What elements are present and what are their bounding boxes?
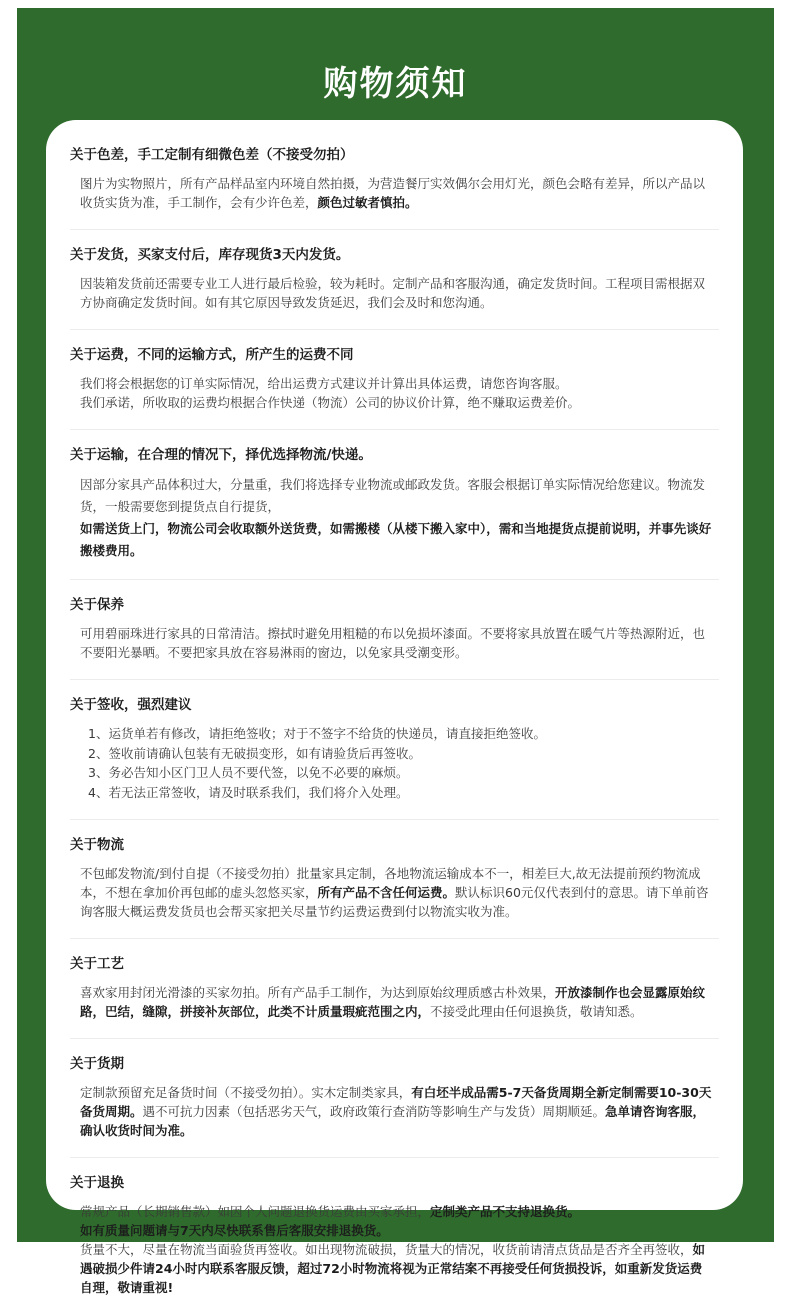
signing-list xyxy=(80,724,713,802)
section-text: 因部分家具产品体积过大，分量重，我们将选择专业物流或邮政发货。客服会根据订单实际情况给您建议。物流发货，一般需要您到提货点自行提货， xyxy=(80,477,706,514)
section-freight xyxy=(70,346,719,412)
section-heading: 关于签收，强烈建议 xyxy=(70,697,192,713)
section-maintenance xyxy=(70,596,719,662)
section-text: 不包邮发物流/到付自提（不接受勿拍）批量家具定制，各地物流运输成本不一，相差巨大,故无法提前预约物流成本，不想在拿加价再包邮的虚头忽悠买家，所有产品不含任何运费。默认标识60元仅代表到付的意思。请下单前咨询客服大概运费发货员也会帮买家把关尽量节约运费运费到付以物流实收为准。 xyxy=(80,866,709,919)
section-heading: 关于运费，不同的运输方式，所产生的运费不同 xyxy=(70,347,354,363)
section-heading: 关于发货，买家支付后，库存现货3天内发货。 xyxy=(70,247,350,263)
list-item: 3、务必告知小区门卫人员不要代签，以免不必要的麻烦。 xyxy=(88,765,409,780)
section-text: 可用碧丽珠进行家具的日常清洁。擦拭时避免用粗糙的布以免损坏漆面。不要将家具放置在暖气片等热源附近，也不要阳光暴晒。不要把家具放在容易淋雨的窗边，以免家具受潮变形。 xyxy=(80,626,706,660)
divider xyxy=(70,229,719,230)
section-text: 我们将会根据您的订单实际情况，给出运费方式建议并计算出具体运费，请您咨询客服。 xyxy=(80,376,568,391)
list-item: 4、若无法正常签收，请及时联系我们，我们将介入处理。 xyxy=(88,784,409,800)
divider xyxy=(70,429,719,430)
section-text: 我们承诺，所收取的运费均根据合作快递（物流）公司的协议价计算，绝不赚取运费差价。 xyxy=(80,395,581,410)
divider xyxy=(70,1038,719,1039)
section-text: 常规产品（长期销售款）如因个人问题退换货运费由买家承担，定制类产品不支持退换货。 xyxy=(80,1204,581,1219)
divider xyxy=(70,819,719,820)
section-text-bold: 如需送货上门，物流公司会收取额外送货费，如需搬楼（从楼下搬入家中），需和当地提货点提前说明，并事先谈好搬楼费用。 xyxy=(80,521,712,558)
section-text: 定制款预留充足备货时间（不接受勿拍）。实木定制类家具，有白坯半成品需5-7天备货周期全新定制需要10-30天备货周期。遇不可抗力因素（包括恶劣天气，政府政策行查消防等影响生产与发货）周期顺延。急单请咨询客服，确认收货时间为准。 xyxy=(80,1085,712,1138)
section-heading: 关于物流 xyxy=(70,837,124,853)
section-heading: 关于保养 xyxy=(70,597,124,613)
section-signing xyxy=(70,696,719,802)
section-text: 喜欢家用封闭光滑漆的买家勿拍。所有产品手工制作，为达到原始纹理质感古朴效果，开放漆制作也会显露原始纹路，巴结，缝隙，拼接补灰部位，此类不计质量瑕疵范围之内，不接受此理由任何退换货，敬请知悉。 xyxy=(80,985,706,1019)
section-heading: 关于货期 xyxy=(70,1056,124,1072)
section-text-bold: 如有质量问题请与7天内尽快联系售后客服安排退换货。 xyxy=(80,1223,389,1238)
section-shipping xyxy=(70,246,719,312)
section-heading: 关于退换 xyxy=(70,1175,124,1191)
section-color-difference xyxy=(70,146,719,212)
page-title: 购物须知 xyxy=(323,64,468,104)
list-item: 1、运货单若有修改，请拒绝签收；对于不签字不给货的快递员，请直接拒绝签收。 xyxy=(88,726,546,741)
divider xyxy=(70,938,719,939)
list-item: 2、签收前请确认包装有无破损变形，如有请验货后再签收。 xyxy=(88,745,421,761)
section-text: 因装箱发货前还需要专业工人进行最后检验，较为耗时。定制产品和客服沟通，确定发货时间。工程项目需根据双方协商确定发货时间。如有其它原因导致发货延迟，我们会及时和您沟通。 xyxy=(80,276,706,310)
green-frame xyxy=(17,8,774,1295)
section-text: 图片为实物照片，所有产品样品室内环境自然拍摄，为营造餐厅实效偶尔会用灯光，颜色会略有差异，所以产品以收货实货为准，手工制作，会有少许色差，颜色过敏者慎拍。 xyxy=(80,176,706,210)
divider xyxy=(70,679,719,680)
divider xyxy=(70,1157,719,1158)
section-lead-time xyxy=(70,1055,719,1140)
section-returns xyxy=(70,1174,719,1297)
section-heading: 关于色差，手工定制有细微色差（不接受勿拍） xyxy=(70,147,354,163)
notice-card xyxy=(46,120,743,1295)
section-heading: 关于工艺 xyxy=(70,956,124,972)
divider xyxy=(70,579,719,580)
section-text: 货量不大，尽量在物流当面验货再签收。如出现物流破损，货量大的情况，收货前请清点货品是否齐全再签收，如遇破损少件请24小时内联系客服反馈，超过72小时物流将视为正常结案不再接受任何货损投诉，如重新发货运费自理，敬请重视! xyxy=(80,1242,706,1295)
section-heading: 关于运输，在合理的情况下，择优选择物流/快递。 xyxy=(70,447,372,463)
section-transport xyxy=(70,446,719,562)
divider xyxy=(70,329,719,330)
section-logistics xyxy=(70,836,719,921)
section-craft xyxy=(70,955,719,1021)
